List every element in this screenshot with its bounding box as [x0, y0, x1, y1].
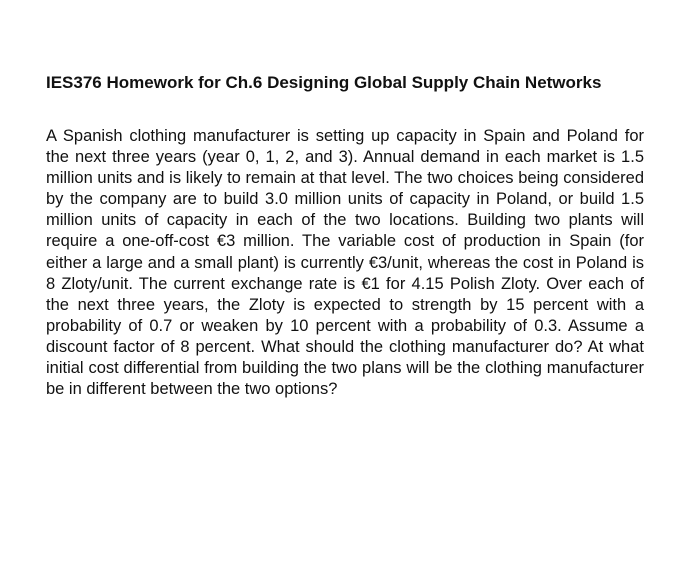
problem-paragraph: A Spanish clothing manufacturer is setting up capacity in Spain and Poland for the next three years (year 0, 1, 2, and 3). Annual demand in each market is 1.5 million units and is likely to remain at that level. The two choices being considered by the company are to build 3.0 million units of capacity in Poland, or build 1.5 million units of capacity in each of the two locations. Building two plants will require a one-off-cost €3 million. The variable cost of production in Spain (for either a large and a small plant) is currently €3/unit, whereas the cost in Poland is 8 Zloty/unit. The current exchange rate is €1 for 4.15 Polish Zloty. Over each of the next three years, the Zloty is expected to strength by 15 percent with a probability of 0.7 or weaken by 10 percent with a probability of 0.3. Assume a discount factor of 8 percent. What should the clothing manufacturer do? At what initial cost differential from building the two plans will be the clothing manufacturer be in different between the two options?	[46, 127, 644, 399]
page-title: IES376 Homework for Ch.6 Designing Global Supply Chain Networks	[46, 73, 602, 92]
